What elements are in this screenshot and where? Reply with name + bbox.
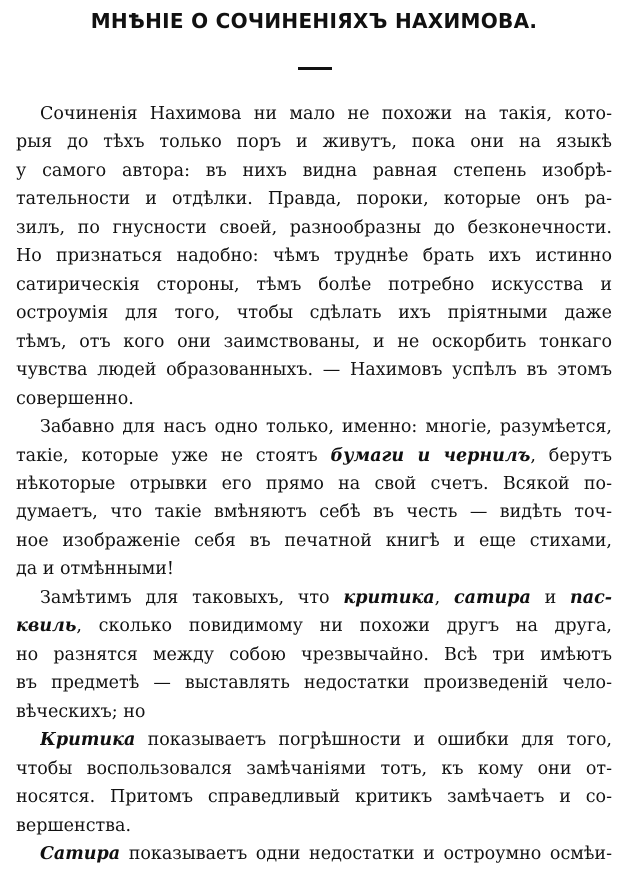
line-text: показываетъ погрѣшности и ошибки для того, <box>135 730 612 750</box>
text-line <box>16 698 612 726</box>
page-title: МНѢНІЕ О СОЧИНЕНІЯХЪ НАХИМОВА. <box>90 9 538 33</box>
line-text: Забавно для насъ одно только, именно: многіе, разумѣется, <box>40 417 612 437</box>
emphasis-text: Критика <box>40 730 136 750</box>
line-text: тѣмъ, отъ кого они заимствованы, и не оскорбить тонкаго <box>16 332 612 352</box>
text-line <box>16 442 612 470</box>
line-text: думаетъ, что такіе вмѣняютъ себѣ въ честь — видѣть точ- <box>16 502 612 522</box>
line-text: ное изображеніе себя въ печатной книгѣ и еще стихами, <box>16 531 612 551</box>
text-line <box>16 299 612 327</box>
text-line <box>40 726 612 754</box>
emphasis-text: критика <box>343 588 435 608</box>
line-text: рыя до тѣхъ только поръ и живутъ, пока они на языкѣ <box>16 132 612 152</box>
line-text: и <box>530 588 571 608</box>
line-text: Но признаться надобно: чѣмъ труднѣе брать ихъ истинно <box>16 246 612 266</box>
text-line <box>40 584 612 612</box>
emphasis-text: пас- <box>570 588 612 608</box>
line-text: совершенно. <box>16 389 134 409</box>
text-line <box>16 470 612 498</box>
line-text: Сочиненія Нахимова ни мало не похожи на такія, кото- <box>40 104 612 124</box>
text-line <box>16 498 612 526</box>
text-line <box>16 555 612 583</box>
text-line <box>16 157 612 185</box>
line-text: , <box>434 588 454 608</box>
line-text: чувства людей образованныхъ. — Нахимовъ успѣлъ въ этомъ <box>16 360 612 380</box>
emphasis-text: Сатира <box>40 844 121 864</box>
line-text: у самого автора: въ нихъ видна равная степень изобрѣ- <box>16 161 612 181</box>
text-line <box>16 328 612 356</box>
text-line <box>16 755 612 783</box>
title-separator-dash <box>298 67 332 70</box>
line-text: вѣческихъ; но <box>16 702 146 722</box>
line-text: носятся. Притомъ справедливый критикъ замѣчаетъ и со- <box>16 787 612 807</box>
line-text: остроумія для того, чтобы сдѣлать ихъ пріятными даже <box>16 303 612 323</box>
line-text: , берутъ <box>530 446 612 466</box>
text-line <box>16 783 612 811</box>
text-line <box>16 612 612 640</box>
line-text: вершенства. <box>16 816 132 836</box>
text-line <box>16 356 612 384</box>
emphasis-text: квиль <box>16 616 77 636</box>
text-line <box>16 271 612 299</box>
line-text: но разнятся между собою чрезвычайно. Всѣ три имѣютъ <box>16 645 612 665</box>
text-line <box>16 214 612 242</box>
text-line <box>16 527 612 555</box>
text-line <box>16 185 612 213</box>
text-line <box>16 812 612 840</box>
line-text: чтобы воспользовался замѣчаніями тотъ, къ кому они от- <box>16 759 612 779</box>
line-text: , сколько повидимому ни похожи другъ на друга, <box>76 616 612 636</box>
emphasis-text: сатира <box>453 588 531 608</box>
emphasis-text: бумаги и чернилъ <box>330 446 531 466</box>
text-line <box>16 385 612 413</box>
line-text: да и отмѣнными! <box>16 559 174 579</box>
line-text: показываетъ одни недостатки и остроумно осмѣи- <box>120 844 612 864</box>
line-text: нѣкоторые отрывки его прямо на свой счетъ. Всякой по- <box>16 474 612 494</box>
text-line <box>16 242 612 270</box>
line-text: такіе, которые уже не стоятъ <box>16 446 331 466</box>
line-text: въ предметѣ — выставлять недостатки произведеній чело- <box>16 673 612 693</box>
text-line <box>40 100 612 128</box>
text-line <box>16 641 612 669</box>
text-line <box>16 669 612 697</box>
text-line <box>40 840 612 868</box>
text-line <box>16 128 612 156</box>
text-line <box>40 413 612 441</box>
line-text: сатирическія стороны, тѣмъ болѣе потребно искусства и <box>16 275 612 295</box>
line-text: Замѣтимъ для таковыхъ, что <box>40 588 344 608</box>
line-text: зилъ, по гнусности своей, разнообразны до безконечности. <box>16 218 612 238</box>
line-text: тательности и отдѣлки. Правда, пороки, которые онъ ра- <box>16 189 612 209</box>
